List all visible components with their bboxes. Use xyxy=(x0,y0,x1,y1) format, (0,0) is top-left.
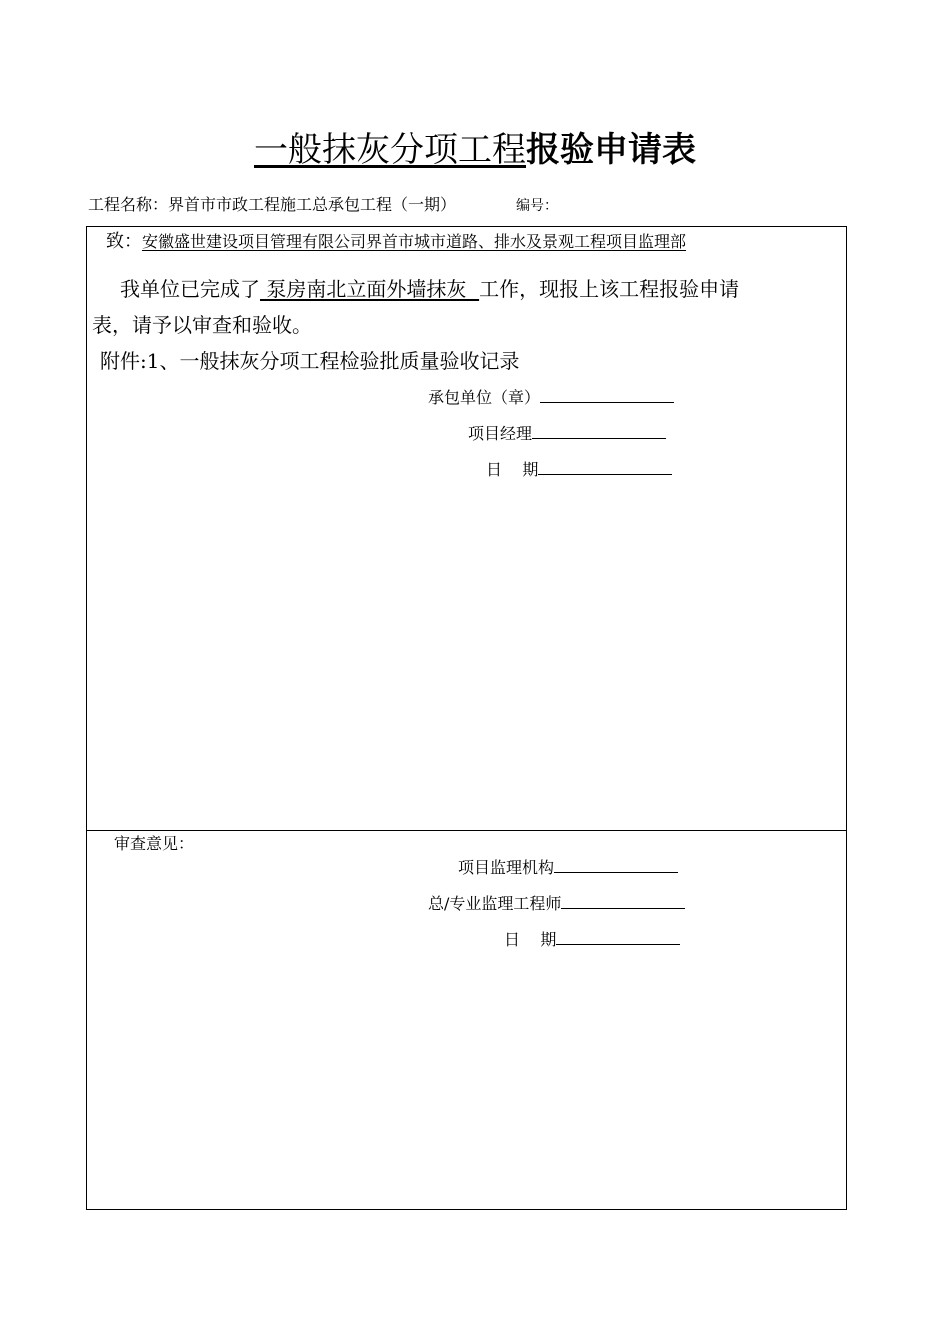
addressee-line xyxy=(106,231,686,253)
to-label: 致： xyxy=(106,231,142,252)
agency-label: 项目监理机构 xyxy=(458,858,555,877)
application-date xyxy=(486,458,672,481)
title-underlined: 一般抹灰分项工程 xyxy=(254,130,526,170)
contractor-label: 承包单位（章） xyxy=(428,388,541,407)
attachment-line: 附件:1、一般抹灰分项工程检验批质量验收记录 xyxy=(100,349,520,373)
work-item: 泵房南北立面外墙抹灰 xyxy=(260,277,480,301)
addressee: 安徽盛世建设项目管理有限公司界首市城市道路、排水及景观工程项目监理部 xyxy=(142,232,687,251)
manager-signature xyxy=(468,422,666,445)
engineer-blank[interactable] xyxy=(561,892,685,909)
application-date-label: 日 期 xyxy=(486,460,539,479)
header-meta xyxy=(88,194,558,217)
review-date-blank[interactable] xyxy=(556,928,680,945)
contractor-blank[interactable] xyxy=(540,386,674,403)
manager-label: 项目经理 xyxy=(468,424,533,443)
contractor-signature xyxy=(428,386,674,409)
manager-blank[interactable] xyxy=(532,422,666,439)
body-suffix: 工作，现报上该工程报验申请 xyxy=(479,277,740,301)
application-date-blank[interactable] xyxy=(538,458,672,475)
number-label: 编号： xyxy=(516,198,559,214)
review-opinion-label: 审查意见： xyxy=(114,834,195,853)
engineer-signature xyxy=(428,892,685,915)
review-date xyxy=(504,928,680,951)
project-name: 工程名称：界首市市政工程施工总承包工程（一期） xyxy=(88,195,457,214)
engineer-label: 总/专业监理工程师 xyxy=(428,894,562,913)
body-prefix: 我单位已完成了 xyxy=(120,277,260,301)
agency-signature xyxy=(458,856,678,879)
review-date-label: 日 期 xyxy=(504,930,557,949)
section-divider xyxy=(86,830,847,831)
body-line-2: 表，请予以审查和验收。 xyxy=(92,313,312,337)
agency-blank[interactable] xyxy=(554,856,678,873)
form-title xyxy=(0,128,950,172)
title-bold: 报验申请表 xyxy=(526,130,696,170)
body-line-1 xyxy=(120,274,739,304)
